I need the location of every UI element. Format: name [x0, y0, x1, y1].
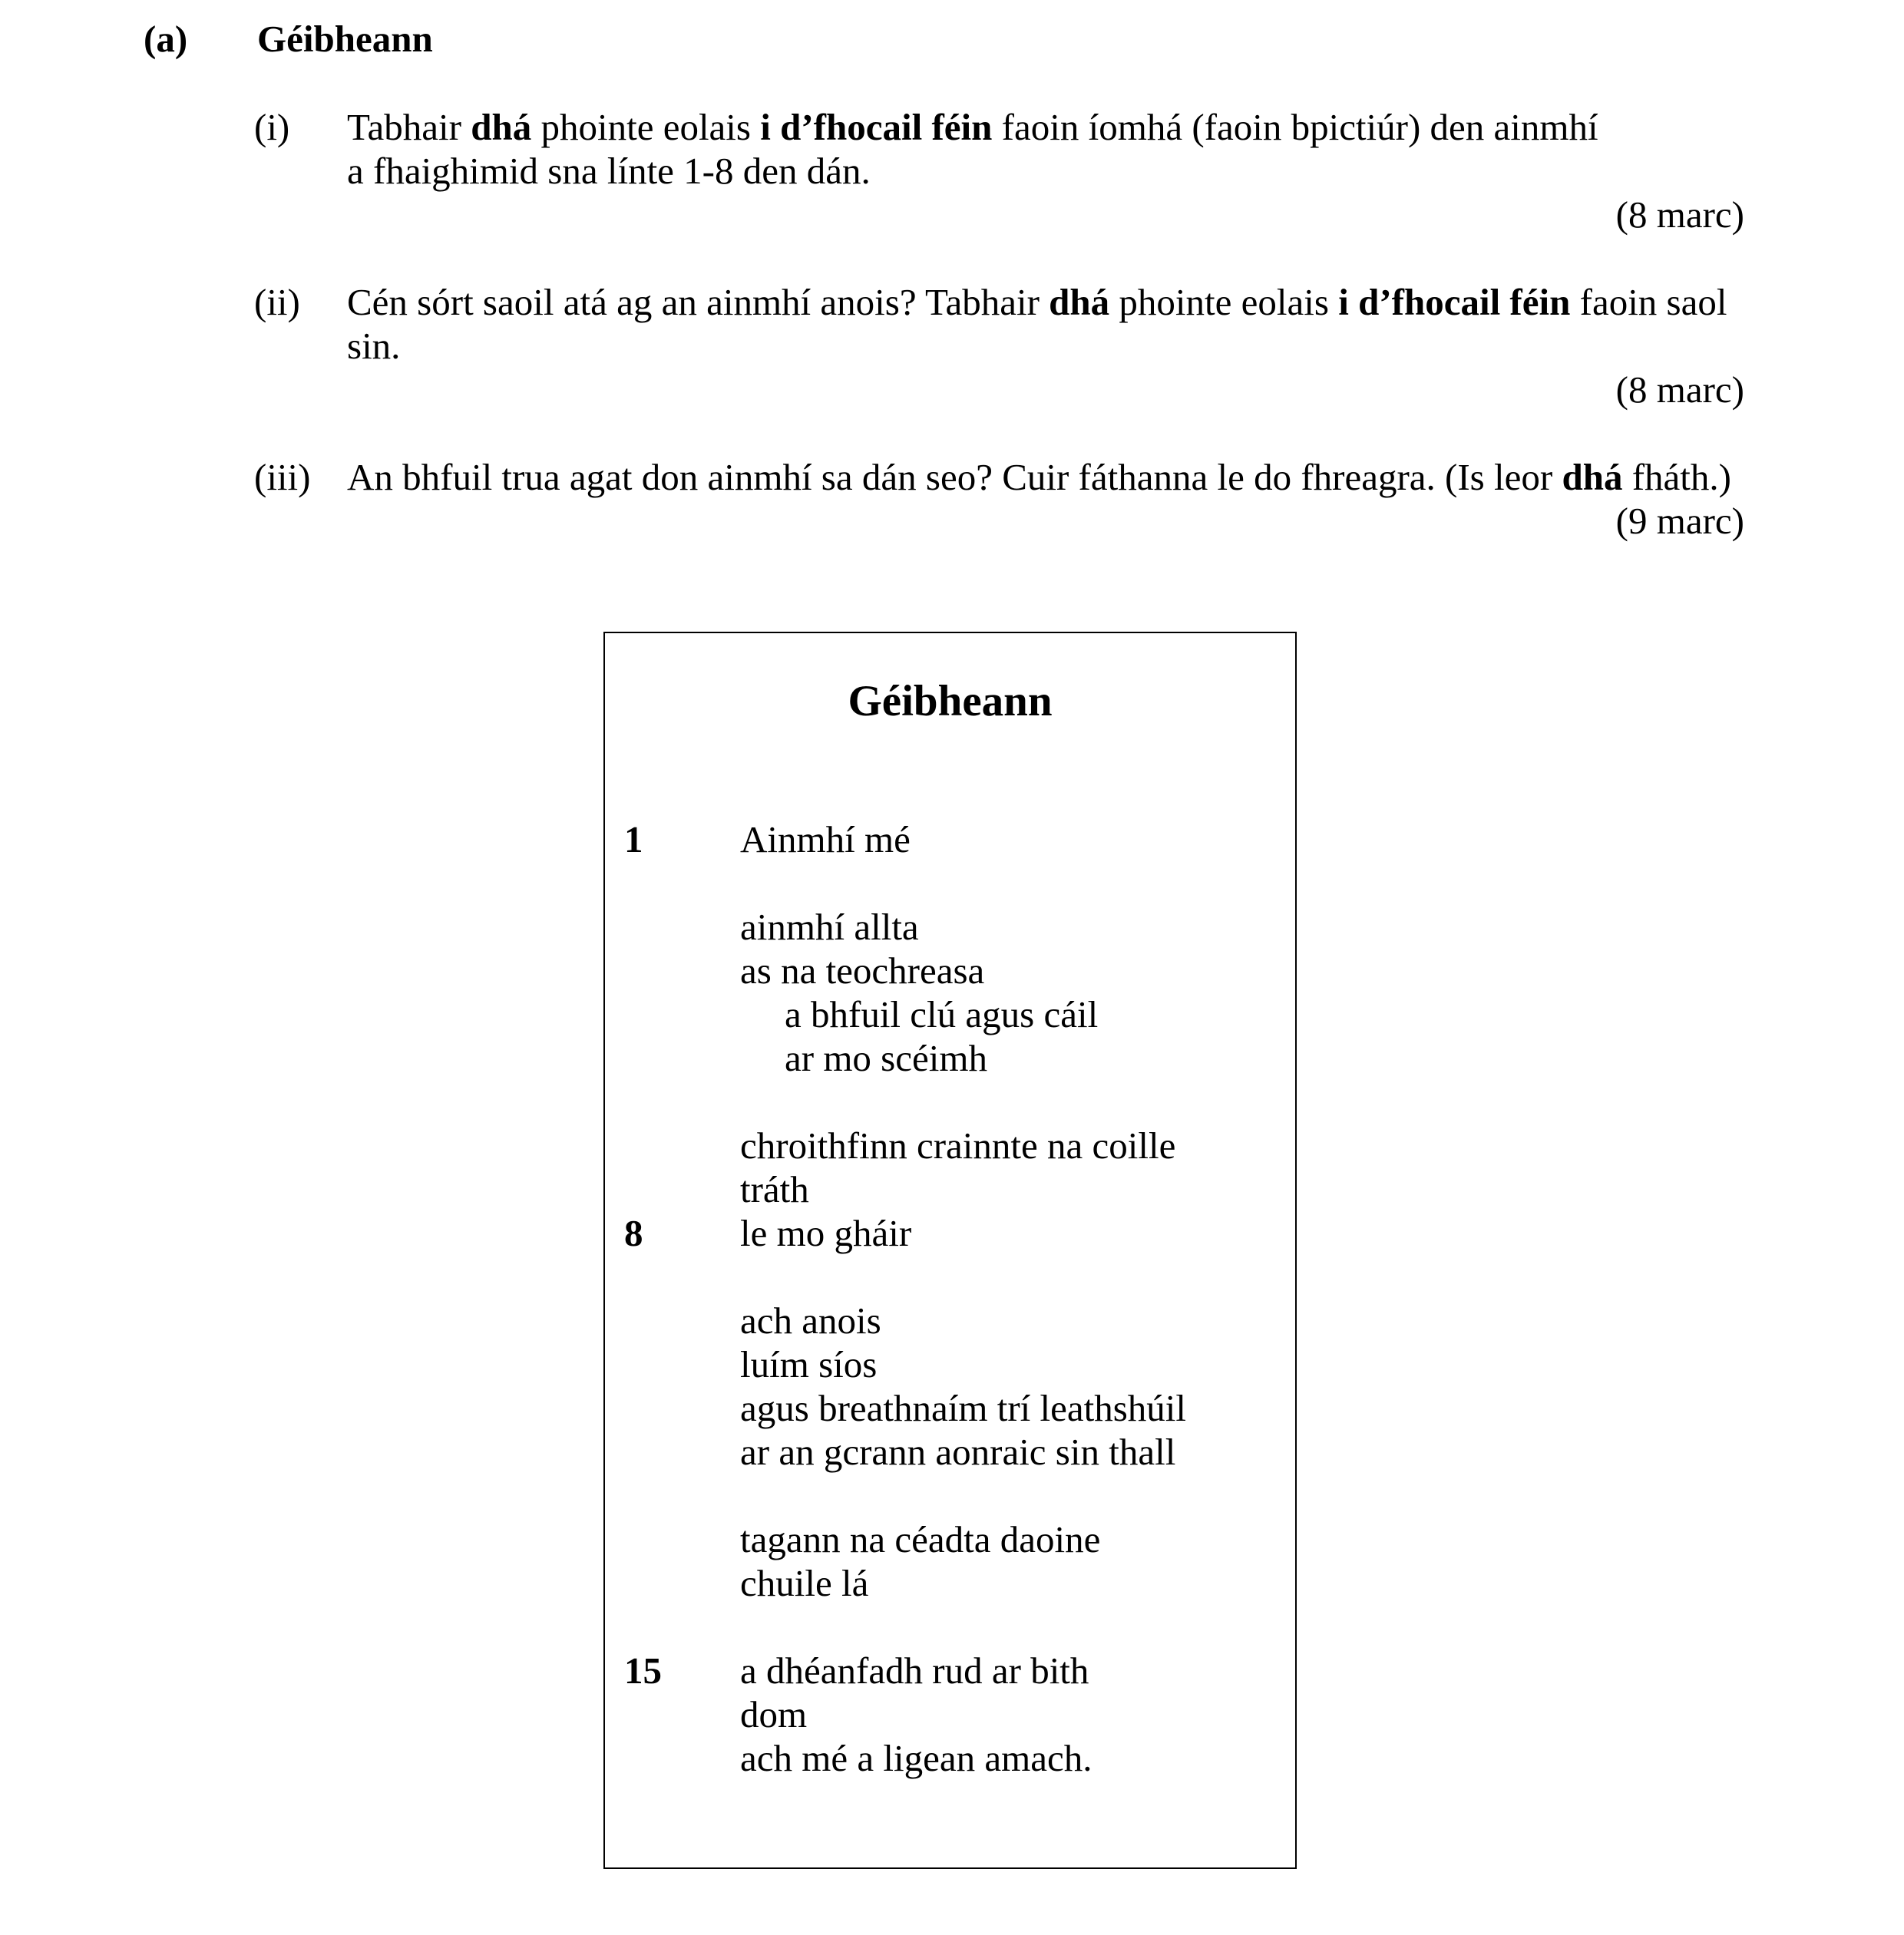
- poem-box: [603, 632, 1297, 1869]
- poem-line: tráth: [740, 1168, 809, 1210]
- poem-line: as na teochreasa: [740, 949, 985, 992]
- poem-title: Géibheann: [848, 677, 1053, 725]
- question-3-number: (iii): [254, 456, 311, 498]
- poem-line: tagann na céadta daoine: [740, 1518, 1101, 1560]
- question-2-line-2: sin.: [347, 325, 401, 367]
- question-1-line-1: Tabhair dhá phointe eolais i d’fhocail féin faoin íomhá (faoin bpictiúr) den ainmhí: [347, 106, 1598, 148]
- question-3-marks: (9 marc): [1615, 500, 1744, 542]
- line-number-15: 15: [624, 1649, 662, 1692]
- poem-line: chroithfinn crainnte na coille: [740, 1124, 1176, 1167]
- poem-line: a dhéanfadh rud ar bith: [740, 1649, 1089, 1692]
- poem-line: ach mé a ligean amach.: [740, 1737, 1092, 1779]
- poem-line: luím síos: [740, 1343, 878, 1385]
- question-2-line-1: Cén sórt saoil atá ag an ainmhí anois? Tabhair dhá phointe eolais i d’fhocail féin faoin saol: [347, 281, 1727, 323]
- question-2-number: (ii): [254, 281, 300, 323]
- poem-line: dom: [740, 1693, 808, 1735]
- question-2-marks: (8 marc): [1615, 368, 1744, 411]
- section-title: Géibheann: [257, 18, 433, 60]
- poem-line: Ainmhí mé: [740, 818, 911, 860]
- question-1-marks: (8 marc): [1615, 193, 1744, 236]
- poem-line: ach anois: [740, 1299, 881, 1342]
- poem-line: a bhfuil clú agus cáil: [785, 993, 1099, 1035]
- poem-line: ar an gcrann aonraic sin thall: [740, 1431, 1176, 1473]
- poem-line: agus breathnaím trí leathshúil: [740, 1387, 1187, 1429]
- question-1-line-2: a fhaighimid sna línte 1-8 den dán.: [347, 150, 871, 192]
- section-label: (a): [144, 18, 188, 60]
- poem-line: ar mo scéimh: [785, 1037, 987, 1079]
- poem-line: chuile lá: [740, 1562, 869, 1604]
- poem-line: le mo gháir: [740, 1212, 912, 1254]
- question-1-number: (i): [254, 106, 290, 148]
- question-3-line-1: An bhfuil trua agat don ainmhí sa dán seo? Cuir fáthanna le do fhreagra. (Is leor dhá fháth.): [347, 456, 1731, 498]
- line-number-8: 8: [624, 1212, 643, 1254]
- poem-line: ainmhí allta: [740, 906, 919, 948]
- line-number-1: 1: [624, 818, 643, 860]
